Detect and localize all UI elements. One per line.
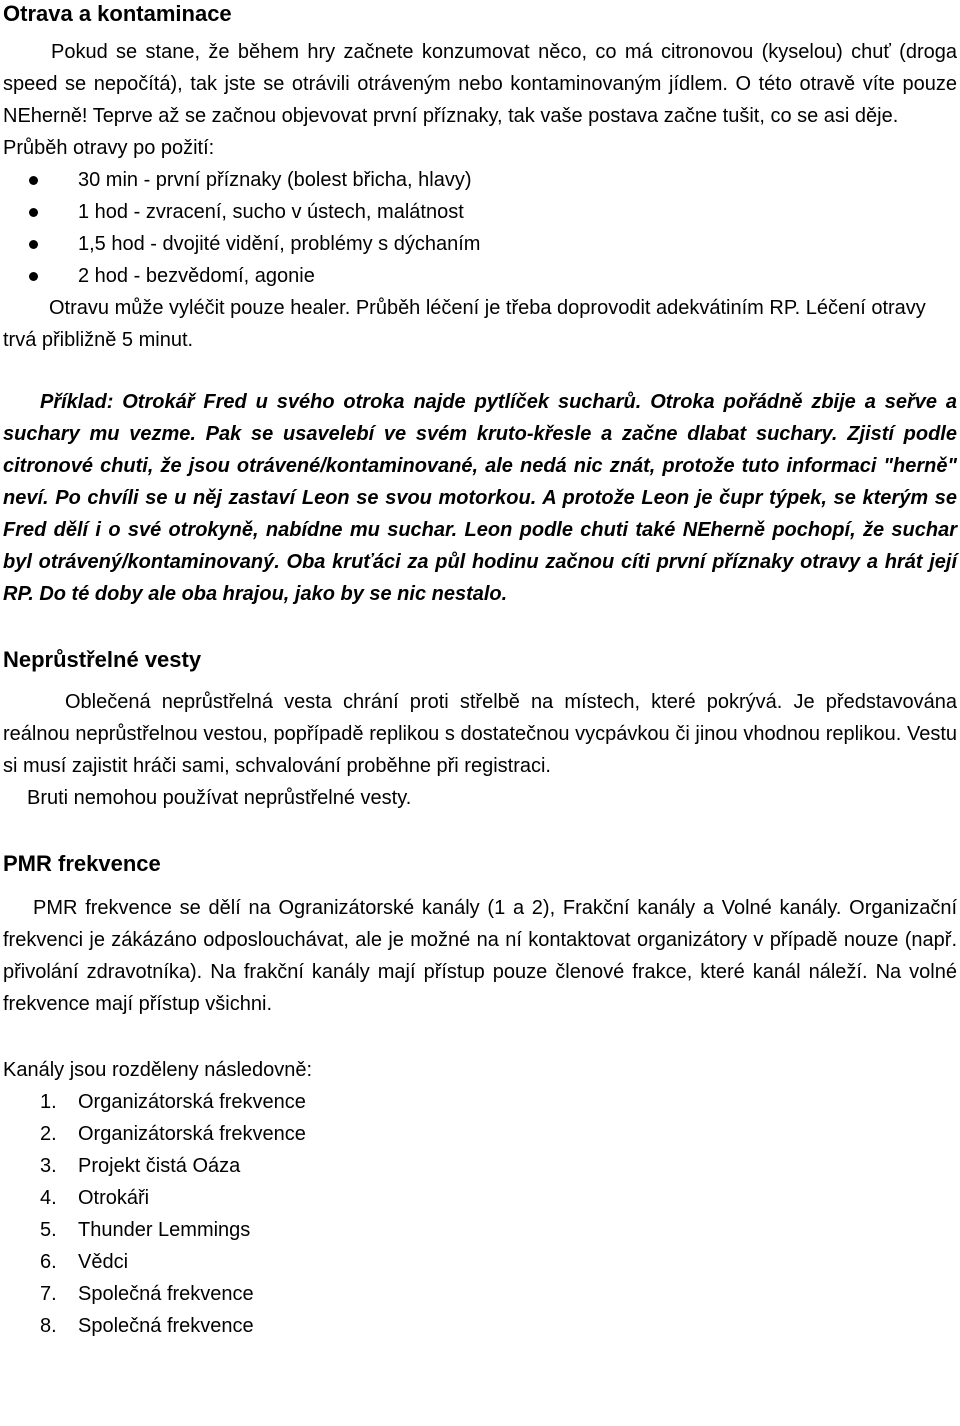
list-item: 2. Organizátorská frekvence <box>40 1123 306 1145</box>
poison-example: Příklad: Otrokář Fred u svého otroka najde pytlíček sucharů. Otroka pořádně zbije a seřve a suchary mu vezme. Pak se usavelebí ve svém kruto-křesle a začne dlabat suchary. Zjistí podle citronové chuti, že jsou otrávené/kontaminované, ale nedá nic znát, protože tuto informaci "herně" neví. Po chvíli se u něj zastaví Leon se svou motorkou. A protože Leon je čupr týpek, se kterým se Fred dělí i o své otrokyně, nabídne mu suchar. Leon podle chuti také NEherně pochopí, že suchar byl otrávený/kontaminovaný. Oba kruťáci za půl hodinu začnou cíti první příznaky otravy a hrát její RP. Do té doby ale oba hrajou, jako by se nic nestalo. <box>3 391 957 605</box>
list-item: 7. Společná frekvence <box>40 1283 254 1305</box>
section-title-pmr: PMR frekvence <box>3 851 161 876</box>
poison-stages-list <box>3 164 957 292</box>
list-item: 1,5 hod - dvojité vidění, problémy s dýchaním <box>3 228 957 260</box>
list-item: 2 hod - bezvědomí, agonie <box>3 260 957 292</box>
document <box>3 0 957 1342</box>
list-item: 6. Vědci <box>40 1251 129 1273</box>
list-item: 3. Projekt čistá Oáza <box>40 1155 241 1177</box>
vests-body: Oblečená neprůstřelná vesta chrání proti střelbě na místech, které pokrývá. Je představována reálnou neprůstřelnou vestou, popřípadě replikou s dostatečnou vycpávkou či jinou vhodnou replikou. Vestu si musí zajistit hráči sami, schvalování proběhne při registraci. <box>3 691 957 777</box>
list-item: 8. Společná frekvence <box>40 1315 254 1337</box>
poison-intro: Pokud se stane, že během hry začnete konzumovat něco, co má citronovou (kyselou) chuť (droga speed se nepočítá), tak jste se otrávili otráveným nebo kontaminovaným jídlem. O této otravě víte pouze NEherně! Teprve až se začnou objevovat první příznaky, tak vaše postava začne tušit, co se asi děje. <box>3 41 957 127</box>
section-title-vests: Neprůstřelné vesty <box>3 647 202 672</box>
list-item: 1. Organizátorská frekvence <box>40 1091 306 1113</box>
pmr-channels-list <box>3 1086 957 1342</box>
list-item: 30 min - první příznaky (bolest břicha, hlavy) <box>3 164 957 196</box>
bullet-icon <box>29 176 38 185</box>
list-item: 1 hod - zvracení, sucho v ústech, malátnost <box>3 196 957 228</box>
bullet-icon <box>29 272 38 281</box>
pmr-body: PMR frekvence se dělí na Ogranizátorské kanály (1 a 2), Frakční kanály a Volné kanály. Organizační frekvenci je zákázáno odposlouchávat, ale je možné na ní kontaktovat organizátory v případě nouze (např. přivolání zdravotníka). Na frakční kanály mají přístup pouze členové frakce, které kanál náleží. Na volné frekvence mají přístup všichni. <box>3 897 957 1015</box>
list-item: 4. Otrokáři <box>40 1187 150 1209</box>
vests-note: Bruti nemohou používat neprůstřelné vesty. <box>27 787 412 809</box>
poison-course-label: Průběh otravy po požití: <box>3 137 215 159</box>
pmr-channels-label: Kanály jsou rozděleny následovně: <box>3 1059 313 1081</box>
bullet-icon <box>29 240 38 249</box>
bullet-icon <box>29 208 38 217</box>
section-title-poison: Otrava a kontaminace <box>3 1 232 26</box>
poison-healing: Otravu může vyléčit pouze healer. Průběh léčení je třeba doprovodit adekvátiním RP. Léčení otravy trvá přibližně 5 minut. <box>3 297 926 351</box>
list-item: 5. Thunder Lemmings <box>40 1219 251 1241</box>
